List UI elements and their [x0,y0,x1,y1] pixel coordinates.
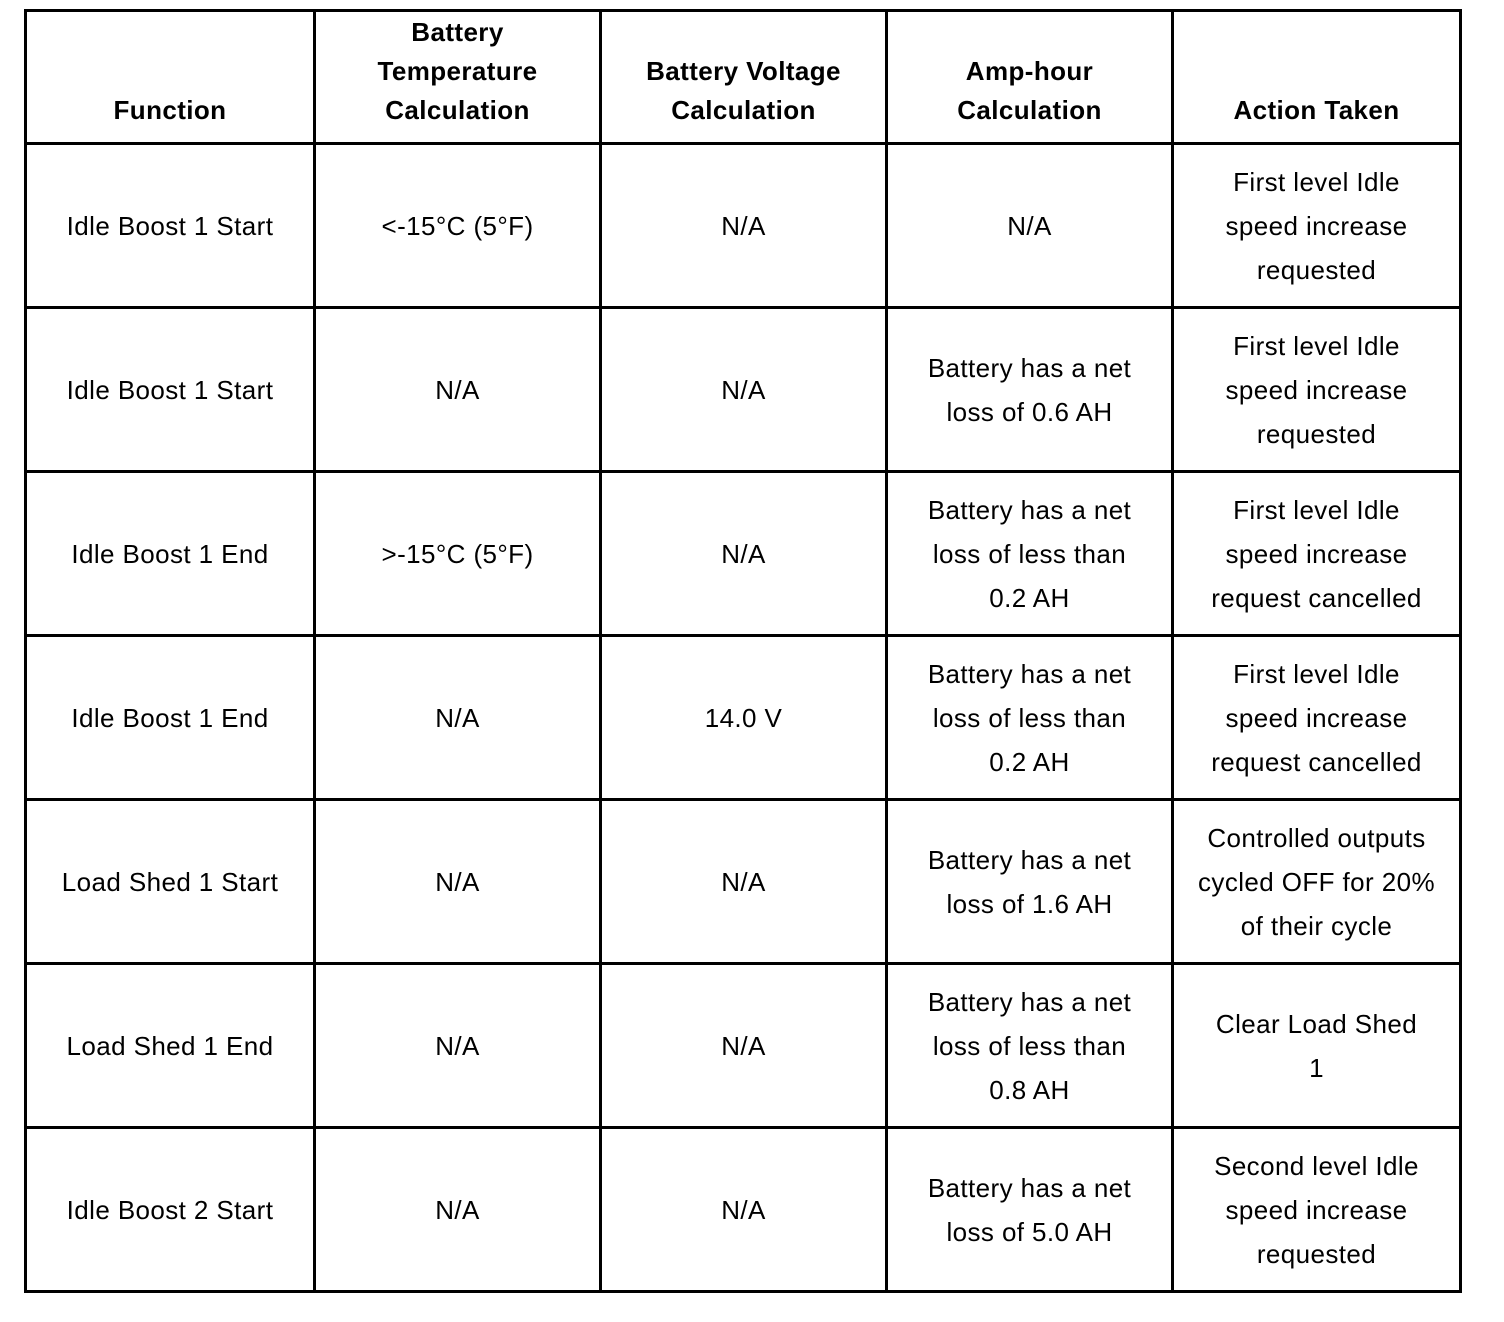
cell-action-taken: Controlled outputs cycled OFF for 20% of their cycle [1173,800,1461,964]
cell-battery-temperature: N/A [315,1128,601,1292]
header-battery-temperature: Battery Temperature Calculation [315,11,601,144]
table-row [26,472,1461,636]
cell-amp-hour: Battery has a net loss of less than 0.2 AH [887,472,1173,636]
table-row [26,636,1461,800]
cell-battery-temperature: <-15°C (5°F) [315,144,601,308]
cell-function: Load Shed 1 Start [26,800,315,964]
cell-battery-voltage: N/A [601,472,887,636]
cell-action-taken: First level Idle speed increase requested [1173,308,1461,472]
cell-function: Idle Boost 1 End [26,472,315,636]
cell-function: Idle Boost 1 Start [26,308,315,472]
cell-action-taken: Second level Idle speed increase requested [1173,1128,1461,1292]
header-function: Function [26,11,315,144]
cell-function: Idle Boost 2 Start [26,1128,315,1292]
cell-amp-hour: Battery has a net loss of less than 0.2 AH [887,636,1173,800]
cell-amp-hour: N/A [887,144,1173,308]
header-amp-hour: Amp-hour Calculation [887,11,1173,144]
cell-function: Idle Boost 1 Start [26,144,315,308]
cell-action-taken: First level Idle speed increase request cancelled [1173,636,1461,800]
table-row [26,1128,1461,1292]
cell-amp-hour: Battery has a net loss of 5.0 AH [887,1128,1173,1292]
battery-management-table [24,9,1462,1293]
cell-function: Idle Boost 1 End [26,636,315,800]
table-header-row [26,11,1461,144]
cell-battery-temperature: N/A [315,308,601,472]
cell-battery-voltage: 14.0 V [601,636,887,800]
cell-action-taken: First level Idle speed increase request cancelled [1173,472,1461,636]
cell-amp-hour: Battery has a net loss of 1.6 AH [887,800,1173,964]
cell-battery-temperature: N/A [315,800,601,964]
header-action-taken: Action Taken [1173,11,1461,144]
cell-battery-voltage: N/A [601,964,887,1128]
cell-amp-hour: Battery has a net loss of 0.6 AH [887,308,1173,472]
cell-amp-hour: Battery has a net loss of less than 0.8 AH [887,964,1173,1128]
header-battery-voltage: Battery Voltage Calculation [601,11,887,144]
cell-battery-temperature: N/A [315,636,601,800]
cell-battery-voltage: N/A [601,800,887,964]
cell-function: Load Shed 1 End [26,964,315,1128]
cell-battery-voltage: N/A [601,1128,887,1292]
table-row [26,800,1461,964]
table-row [26,308,1461,472]
cell-battery-temperature: >-15°C (5°F) [315,472,601,636]
table-row [26,144,1461,308]
table-row [26,964,1461,1128]
cell-battery-voltage: N/A [601,144,887,308]
cell-action-taken: First level Idle speed increase requested [1173,144,1461,308]
cell-battery-voltage: N/A [601,308,887,472]
cell-action-taken: Clear Load Shed 1 [1173,964,1461,1128]
cell-battery-temperature: N/A [315,964,601,1128]
